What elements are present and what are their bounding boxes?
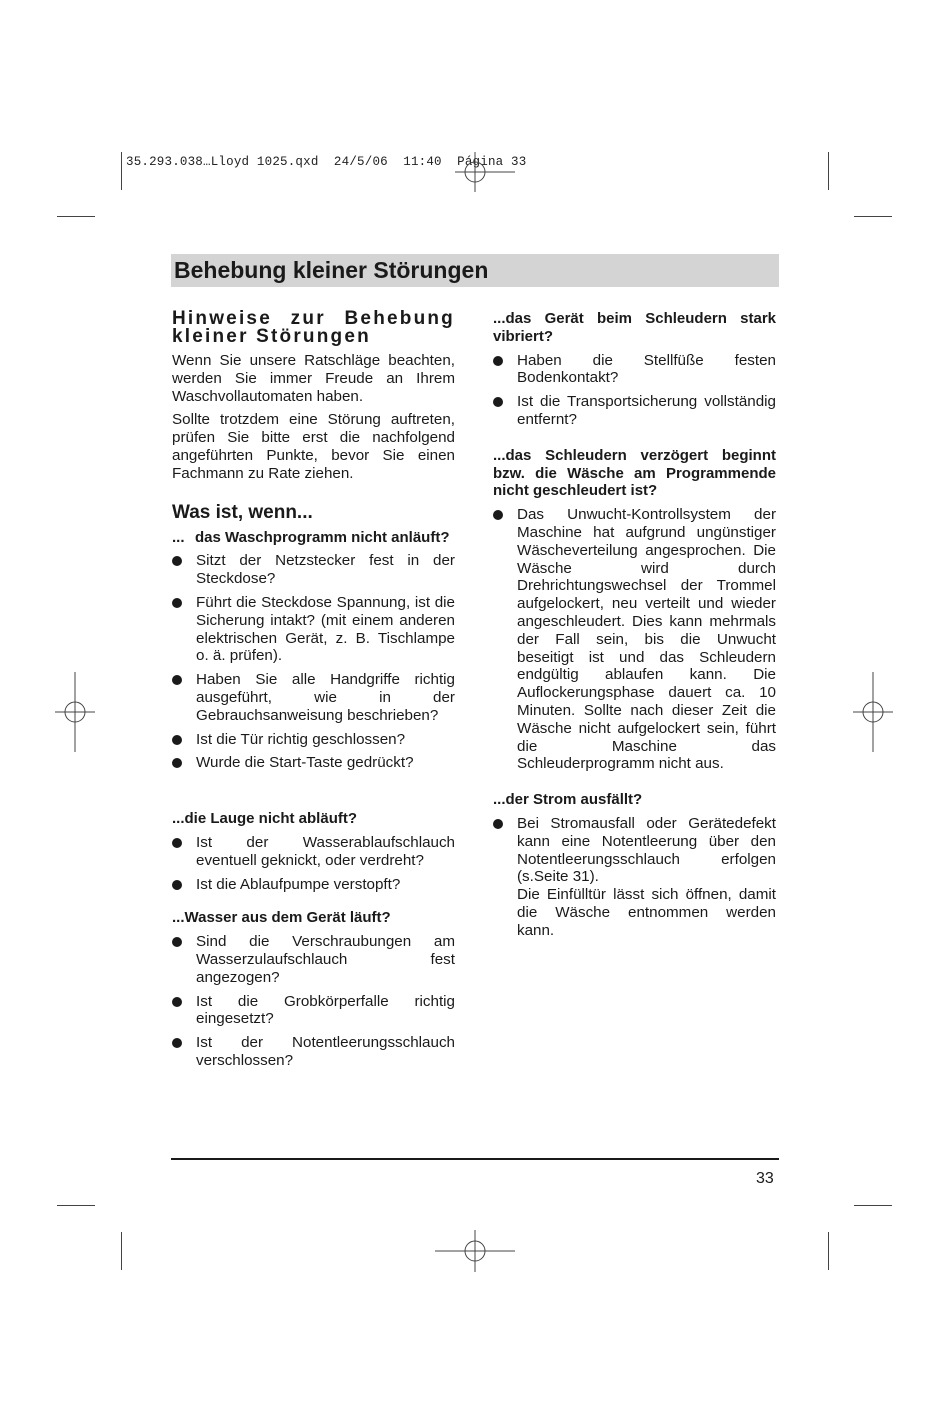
question-heading: ...Wasser aus dem Gerät läuft? [172, 909, 391, 927]
intro-paragraph: Sollte trotzdem eine Störung auftreten, prüfen Sie bitte erst die nachfolgend angeführten Punkte, bevor Sie einen Fachmann zu Rate ziehen. [172, 411, 455, 482]
list-item [172, 731, 455, 749]
bullet-icon [172, 838, 182, 848]
list-item [493, 815, 776, 940]
list-item-text: Sind die Verschraubungen am Wasserzulaufschlauch fest angezogen? [196, 933, 455, 986]
crop-mark [854, 1205, 892, 1206]
list-item [172, 1034, 455, 1070]
list-item-text-part: Die Einfülltür lässt sich öffnen, damit die Wäsche entnommen werden kann. [517, 886, 776, 939]
registration-mark-icon [455, 152, 515, 192]
list-item-text [517, 815, 776, 940]
list-item-text: Ist die Tür richtig geschlossen? [196, 730, 406, 748]
intro-paragraph: Wenn Sie unsere Ratschläge beachten, werden Sie immer Freude an Ihrem Waschvollautomaten haben. [172, 352, 455, 405]
crop-mark [854, 216, 892, 217]
bullet-icon [493, 510, 503, 520]
list-item [493, 352, 776, 388]
list-item-text: Ist der Wasserablaufschlauch eventuell geknickt, oder verdreht? [196, 833, 455, 869]
right-column [493, 310, 776, 940]
list-item-text: Ist die Transportsicherung vollständig entfernt? [517, 393, 776, 428]
bullet-icon [493, 397, 503, 407]
list-item-text: Ist die Ablaufpumpe verstopft? [196, 875, 401, 893]
list-item [172, 834, 455, 870]
crop-mark [828, 1232, 829, 1270]
bullet-icon [172, 758, 182, 768]
crop-mark [828, 152, 829, 190]
question-heading: ...das Gerät beim Schleudern stark vibriert? [493, 310, 776, 345]
bullet-icon [172, 937, 182, 947]
left-column [172, 310, 455, 1070]
registration-mark-icon [55, 672, 95, 752]
bullet-icon [172, 997, 182, 1007]
list-item-text-part: Bei Stromausfall oder Gerätedefekt kann eine Notentleerung über den Notentleerungsschlauch erfolgen (s.Seite 31). [517, 814, 776, 886]
list-item-text: Ist der Notentleerungsschlauch verschlossen? [196, 1034, 455, 1069]
crop-mark [57, 1205, 95, 1206]
list-item-text: Haben die Stellfüße festen Bodenkontakt? [517, 351, 776, 387]
list-item [172, 754, 455, 772]
question-heading: ...das Schleudern verzögert beginnt bzw. die Wäsche am Programmende nicht geschleudert ist? [493, 446, 776, 500]
question-heading: ...die Lauge nicht abläuft? [172, 810, 358, 828]
question-text: das Waschprogramm nicht anläuft? [195, 528, 450, 546]
list-item [172, 552, 455, 588]
bullet-icon [172, 556, 182, 566]
list-item-text: Führt die Steckdose Spannung, ist die Sicherung intakt? (mit einem anderen elektrischen Gerät, z. B. Tischlampe o. ä. prüfen). [196, 593, 455, 665]
bullet-icon [172, 1038, 182, 1048]
list-item [493, 393, 776, 429]
crop-mark [57, 216, 95, 217]
bullet-icon [493, 356, 503, 366]
bullet-icon [172, 735, 182, 745]
registration-mark-icon [853, 672, 893, 752]
what-if-heading: Was ist, wenn... [172, 501, 313, 523]
bullet-icon [172, 880, 182, 890]
list-item [172, 876, 455, 894]
bullet-icon [172, 598, 182, 608]
crop-mark [121, 152, 122, 190]
bullet-icon [172, 675, 182, 685]
list-item-text: Das Unwucht-Kontrollsystem der Maschine hat aufgrund ungünstiger Wäscheverteilung angesprochen. Die Wäsche wird durch Drehrichtungswechsel der Trommel aufgelockert, neu verteilt und wieder angeschleudert. Dies kann mehrmals der Fall sein, bis die Unwucht beseitigt ist und das Schleudern endgültig ablaufen kann. Die Auflockerungsphase dauert ca. 10 Minuten. Sollte nach dieser Zeit die Wäsche nicht aufgelockert sein, führt die Maschine das Schleuderprogramm nicht aus. [517, 506, 776, 773]
question-heading [172, 529, 455, 547]
print-slug: 35.293.038…Lloyd 1025.qxd 24/5/06 11:40 Página 33 [126, 155, 527, 169]
list-item [172, 993, 455, 1029]
intro-heading: Hinweise zur Behebung kleiner Störungen [172, 308, 455, 347]
footer-rule [171, 1158, 779, 1160]
list-item [172, 671, 455, 724]
bullet-icon [493, 819, 503, 829]
list-item [493, 506, 776, 773]
list-item [172, 933, 455, 986]
list-item-text: Wurde die Start-Taste gedrückt? [196, 754, 414, 772]
list-item [172, 594, 455, 665]
question-ellipsis: ... [172, 528, 185, 546]
question-heading: ...der Strom ausfällt? [493, 791, 643, 809]
list-item-text: Sitzt der Netzstecker fest in der Steckdose? [196, 552, 455, 588]
page-number: 33 [756, 1170, 774, 1187]
crop-mark [121, 1232, 122, 1270]
section-title-banner: Behebung kleiner Störungen [171, 254, 779, 287]
list-item-text: Ist die Grobkörperfalle richtig eingesetzt? [196, 992, 455, 1028]
registration-mark-icon [435, 1230, 515, 1272]
list-item-text: Haben Sie alle Handgriffe richtig ausgeführt, wie in der Gebrauchsanweisung beschrieben? [196, 671, 455, 724]
